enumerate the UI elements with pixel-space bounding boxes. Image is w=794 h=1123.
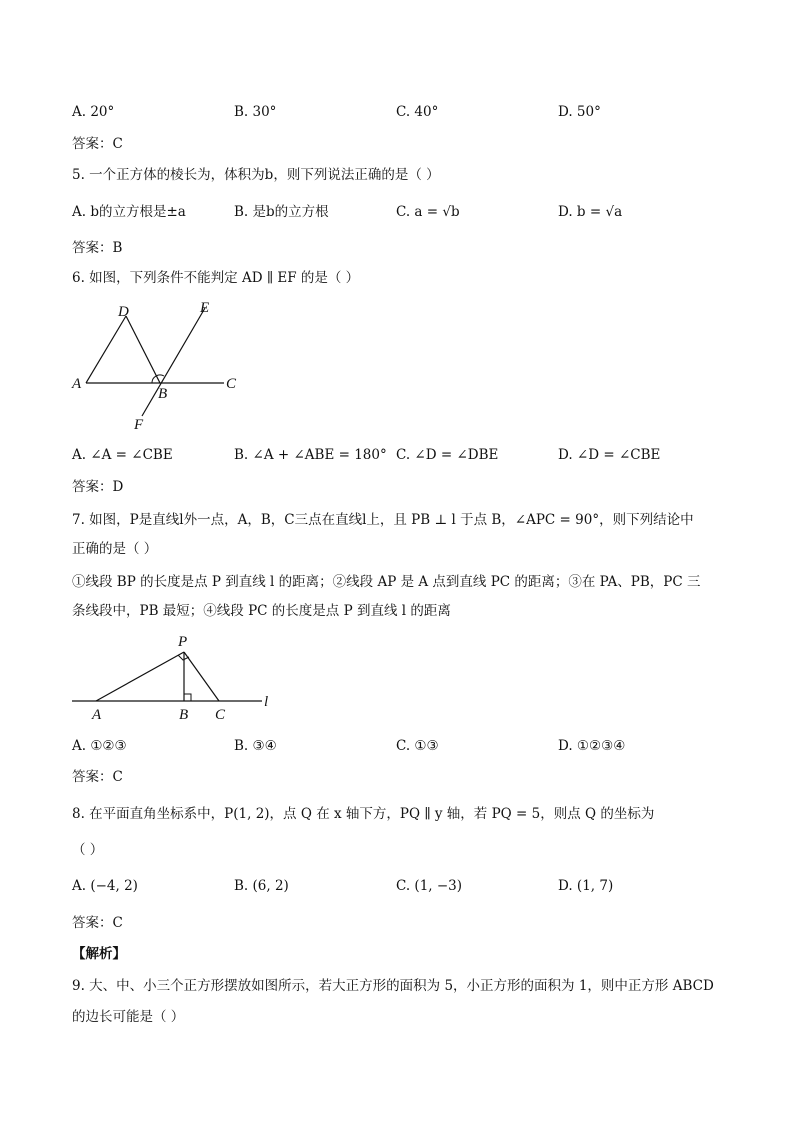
q7-option-a: A. ①②③ xyxy=(72,738,127,754)
line-db xyxy=(126,316,160,383)
q5-option-c: C. a = √b xyxy=(396,204,460,220)
label-e: E xyxy=(200,300,210,316)
q6-option-d: D. ∠D = ∠CBE xyxy=(558,447,661,463)
q5-option-b: B. 是b的立方根 xyxy=(234,204,329,220)
q8-option-d: D. (1, 7) xyxy=(558,878,614,894)
line-ef xyxy=(142,308,205,416)
q8-option-b: B. (6, 2) xyxy=(234,878,289,894)
label-c: C xyxy=(215,707,226,723)
q8-stem-line1: 8. 在平面直角坐标系中，P(1, 2)，点 Q 在 x 轴下方，PQ ∥ y 轴，若 PQ = 5，则点 Q 的坐标为 xyxy=(72,806,655,822)
q6-option-b: B. ∠A + ∠ABE = 180° xyxy=(234,447,387,463)
q7-stem-line2: 正确的是（ ） xyxy=(72,541,158,557)
line-ad xyxy=(86,316,126,383)
q8-option-a: A. (−4, 2) xyxy=(72,878,138,894)
q7-stem-line1: 7. 如图，P是直线l外一点，A，B，C三点在直线l上，且 PB ⊥ l 于点 B，∠APC = 90°，则下列结论中 xyxy=(72,512,694,528)
q9-stem-line2: 的边长可能是（ ） xyxy=(72,1009,185,1025)
q7-option-c: C. ①③ xyxy=(396,738,439,754)
q7-option-b: B. ③④ xyxy=(234,738,277,754)
q4-option-c: C. 40° xyxy=(396,104,439,120)
label-c: C xyxy=(226,376,237,392)
label-b: B xyxy=(158,386,168,402)
q6-answer: 答案：D xyxy=(72,479,124,495)
q8-answer: 答案：C xyxy=(72,915,123,931)
q6-option-a: A. ∠A = ∠CBE xyxy=(72,447,173,463)
q5-stem: 5. 一个正方体的棱长为，体积为b，则下列说法正确的是（ ） xyxy=(72,167,440,183)
q7-statements-line2: 条线段中，PB 最短；④线段 PC 的长度是点 P 到直线 l 的距离 xyxy=(72,603,451,619)
q4-option-d: D. 50° xyxy=(558,104,601,120)
label-l: l xyxy=(264,694,269,710)
q8-stem-line2: （ ） xyxy=(72,842,104,858)
q6-option-c: C. ∠D = ∠DBE xyxy=(396,447,499,463)
q5-answer: 答案：B xyxy=(72,240,123,256)
q6-figure xyxy=(66,296,256,436)
label-a: A xyxy=(72,376,82,392)
q4-option-b: B. 30° xyxy=(234,104,277,120)
q7-answer: 答案：C xyxy=(72,769,123,785)
q8-analysis: 【解析】 xyxy=(72,946,126,962)
label-b: B xyxy=(179,707,189,723)
q9-stem-line1: 9. 大、中、小三个正方形摆放如图所示，若大正方形的面积为 5，小正方形的面积为 1，则中正方形 ABCD xyxy=(72,978,714,994)
q7-figure xyxy=(66,630,286,726)
label-f: F xyxy=(134,417,144,433)
q8-option-c: C. (1, −3) xyxy=(396,878,463,894)
q5-option-a: A. b的立方根是±a xyxy=(72,204,186,220)
q6-stem: 6. 如图，下列条件不能判定 AD ∥ EF 的是（ ） xyxy=(72,270,360,286)
q4-option-a: A. 20° xyxy=(72,104,115,120)
label-a: A xyxy=(92,707,102,723)
q7-statements-line1: ①线段 BP 的长度是点 P 到直线 l 的距离；②线段 AP 是 A 点到直线 PC 的距离；③在 PA、PB，PC 三 xyxy=(72,574,701,590)
line-pa xyxy=(96,652,184,701)
q5-option-d: D. b = √a xyxy=(558,204,623,220)
right-angle-b xyxy=(184,694,191,701)
label-p: P xyxy=(178,634,188,650)
label-d: D xyxy=(118,304,129,320)
q7-option-d: D. ①②③④ xyxy=(558,738,626,754)
q4-answer: 答案：C xyxy=(72,136,123,152)
